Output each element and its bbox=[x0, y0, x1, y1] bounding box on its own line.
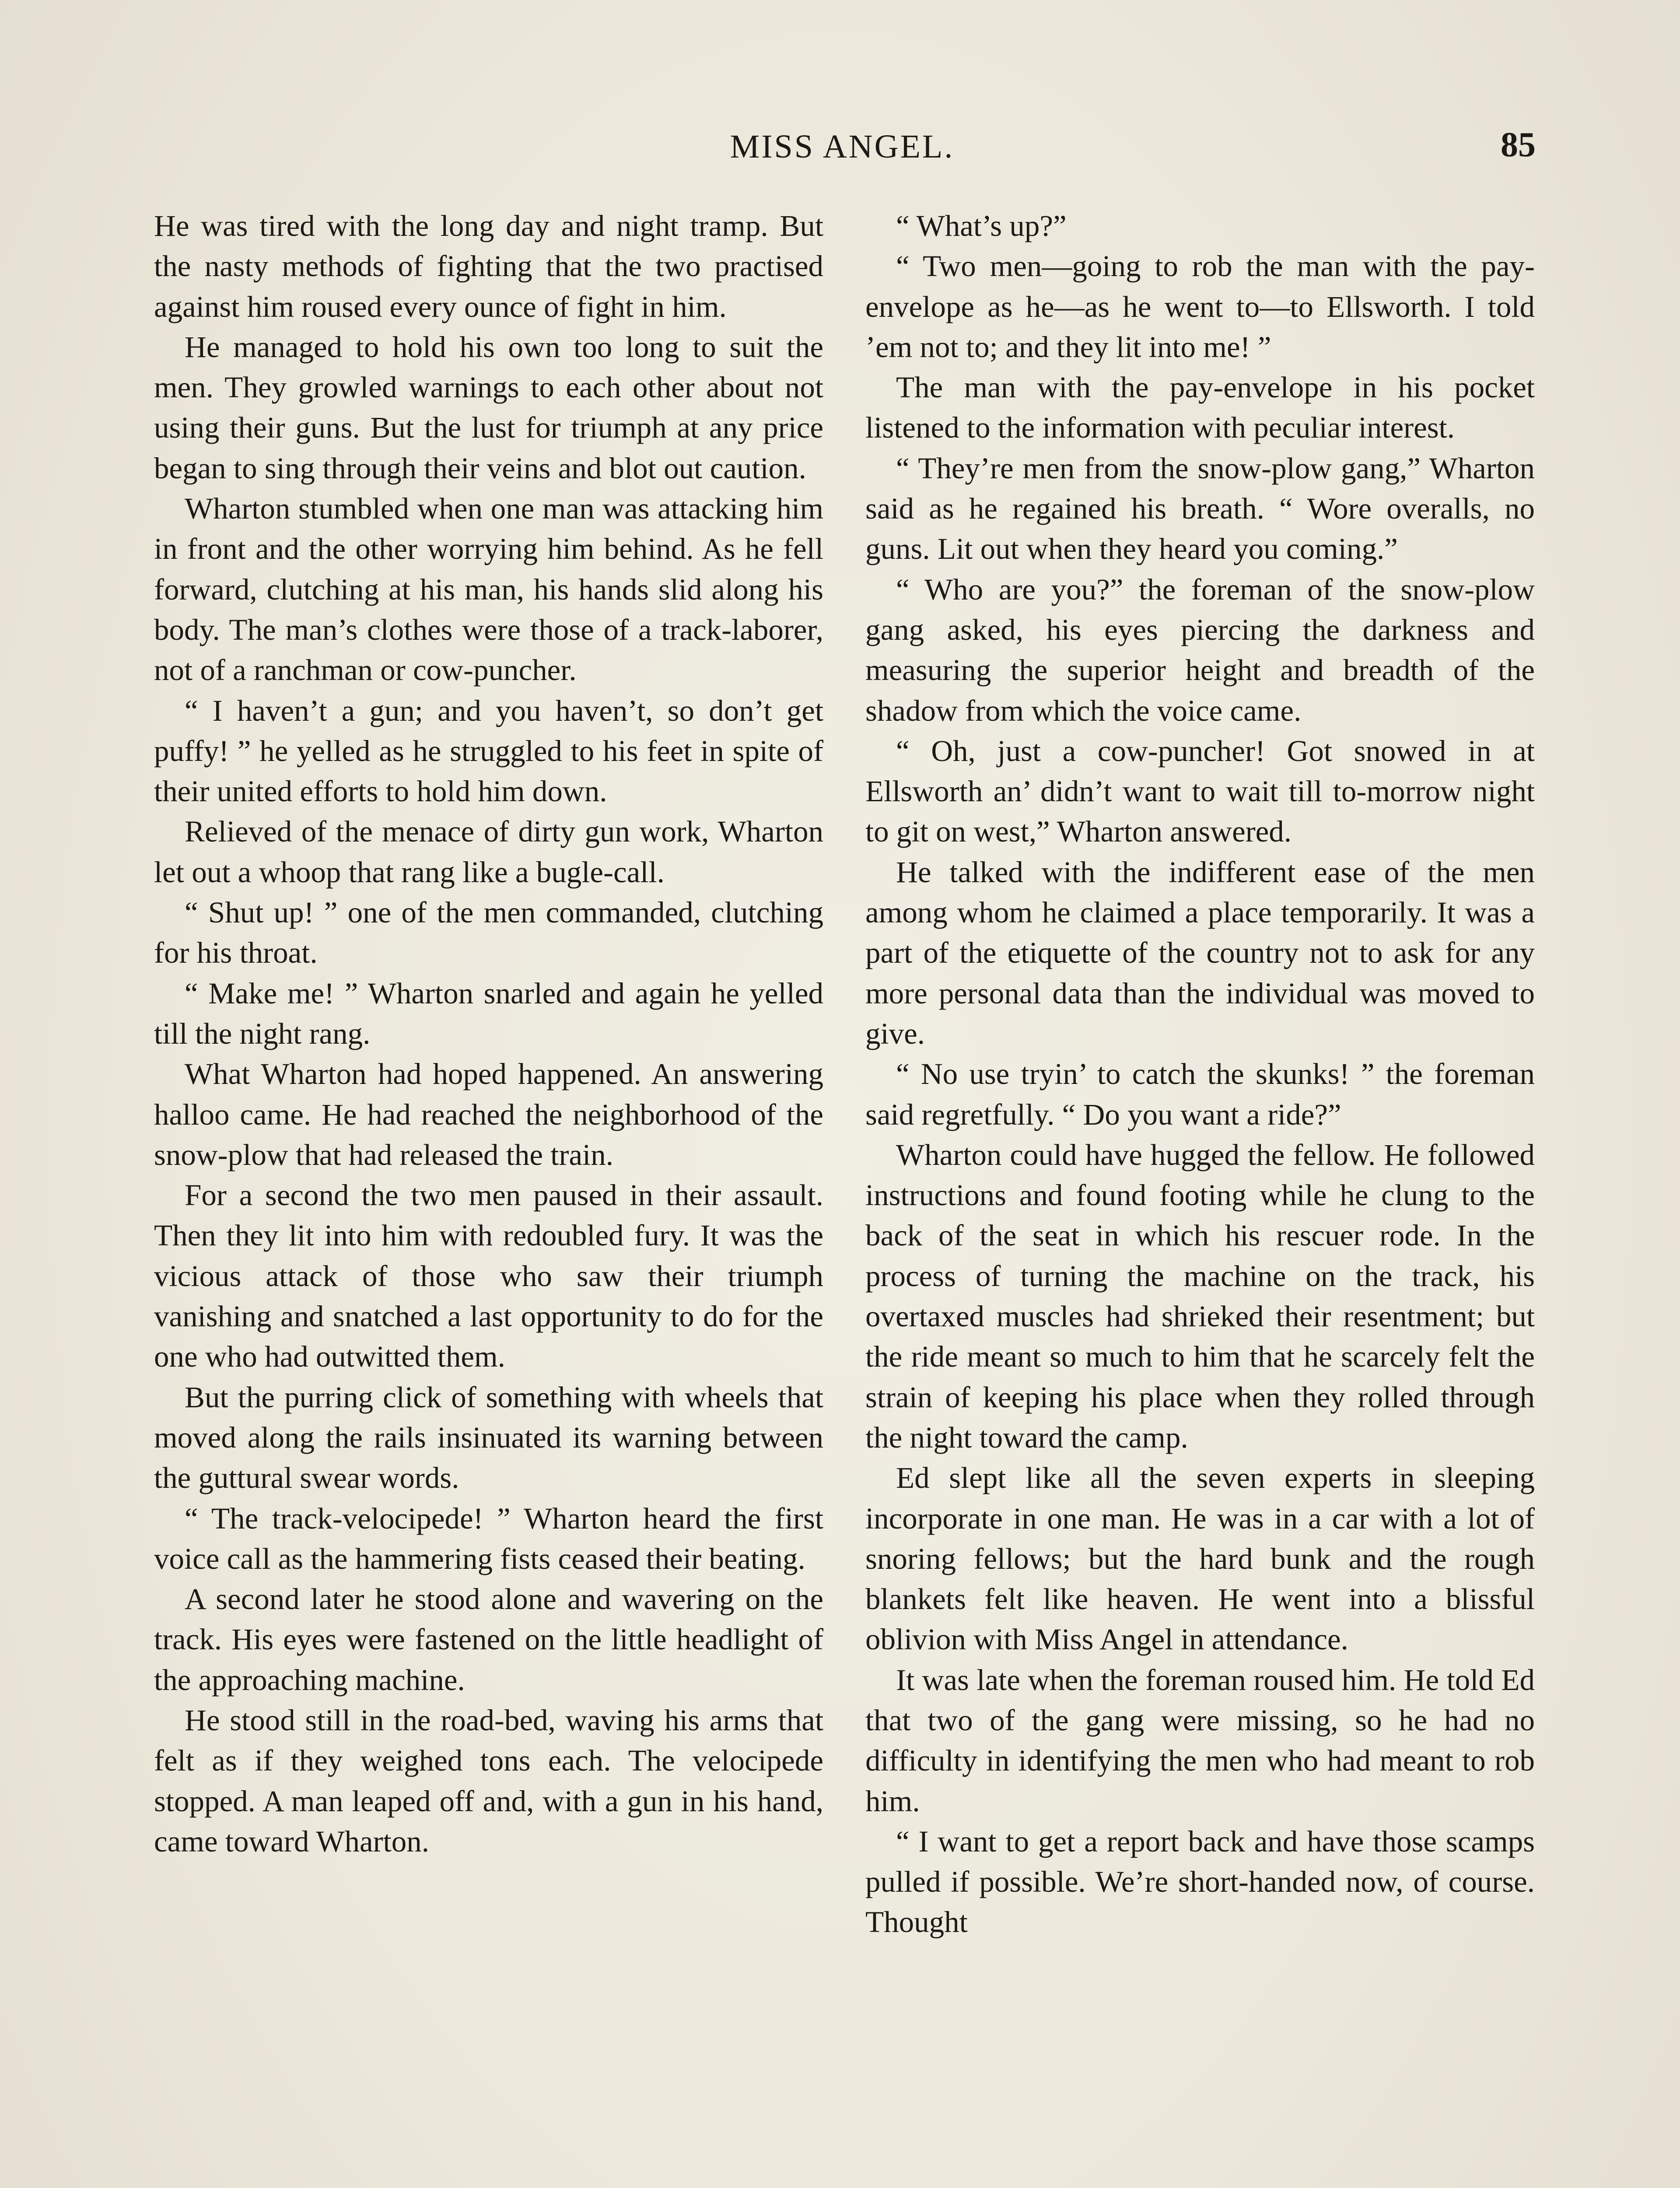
paragraph: It was late when the foreman roused him. He told Ed that two of the gang were missing, so he had no difficulty in identifying the men who had meant to rob him. bbox=[865, 1663, 1535, 1818]
paragraph: “ What’s up?” bbox=[896, 209, 1067, 242]
paragraph: “ I haven’t a gun; and you haven’t, so don’t get puffy! ” he yelled as he struggled to his feet in spite of their united efforts to hold him down. bbox=[154, 694, 823, 808]
paragraph: “ Make me! ” Wharton snarled and again he yelled till the night rang. bbox=[154, 976, 823, 1050]
left-column bbox=[154, 206, 823, 1862]
paragraph: “ They’re men from the snow-plow gang,” Wharton said as he regained his breath. “ Wore overalls, no guns. Lit out when they heard you coming.” bbox=[865, 451, 1535, 566]
paragraph: “ Oh, just a cow-puncher! Got snowed in at Ellsworth an’ didn’t want to wait till to-morrow night to git on west,” Wharton answered. bbox=[865, 734, 1535, 849]
paragraph: “ No use tryin’ to catch the skunks! ” the foreman said regretfully. “ Do you want a ride?” bbox=[865, 1057, 1535, 1131]
paragraph: “ The track-velocipede! ” Wharton heard the first voice call as the hammering fists ceased their beating. bbox=[154, 1501, 823, 1575]
paragraph: He stood still in the road-bed, waving his arms that felt as if they weighed tons each. The velocipede stopped. A man leaped off and, with a gun in his hand, came toward Wharton. bbox=[154, 1703, 823, 1858]
paragraph: The man with the pay-envelope in his pocket listened to the information with peculiar interest. bbox=[865, 371, 1535, 445]
paragraph: Wharton could have hugged the fellow. He followed instructions and found footing while he clung to the back of the seat in which his rescuer rode. In the process of turning the machine on the track, his overtaxed muscles had shrieked their resentment; but the ride meant so much to him that he scarcely felt the strain of keeping his place when they rolled through the night toward the camp. bbox=[865, 1138, 1535, 1454]
paragraph: Relieved of the menace of dirty gun work, Wharton let out a whoop that rang like a bugle-call. bbox=[154, 815, 823, 889]
paragraph: What Wharton had hoped happened. An answering halloo came. He had reached the neighborhood of the snow-plow that had released the train. bbox=[154, 1057, 823, 1171]
paragraph: He talked with the indifferent ease of the men among whom he claimed a place temporarily. It was a part of the etiquette of the country not to ask for any more personal data than the individual was moved to give. bbox=[865, 855, 1535, 1050]
paragraph: For a second the two men paused in their assault. Then they lit into him with redoubled fury. It was the vicious attack of those who saw their triumph vanishing and snatched a last opportunity to do for the one who had outwitted them. bbox=[154, 1178, 823, 1374]
paragraph: “ Two men—going to rob the man with the pay-envelope as he—as he went to—to Ellsworth. I told ’em not to; and they lit into me! ” bbox=[865, 249, 1535, 364]
paragraph: He managed to hold his own too long to suit the men. They growled warnings to each other about not using their guns. But the lust for triumph at any price began to sing through their veins and blot out caution. bbox=[154, 330, 823, 485]
paragraph: But the purring click of something with wheels that moved along the rails insinuated its warning between the guttural swear words. bbox=[154, 1380, 823, 1495]
paragraph: “ Who are you?” the foreman of the snow-plow gang asked, his eyes piercing the darkness and measuring the superior height and breadth of the shadow from which the voice came. bbox=[865, 572, 1535, 727]
running-title: MISS ANGEL. bbox=[730, 128, 955, 165]
paragraph: A second later he stood alone and wavering on the track. His eyes were fastened on the little headlight of the approaching machine. bbox=[154, 1582, 823, 1697]
right-column bbox=[865, 206, 1535, 1943]
paragraph: Ed slept like all the seven experts in sleeping incorporate in one man. He was in a car with a lot of snoring fellows; but the hard bunk and the rough blankets felt like heaven. He went into a blissful oblivion with Miss Angel in attendance. bbox=[865, 1461, 1535, 1656]
page-number: 85 bbox=[1501, 126, 1536, 164]
paragraph: He was tired with the long day and night tramp. But the nasty methods of fighting that the two practised against him roused every ounce of fight in him. bbox=[154, 209, 823, 323]
paragraph: “ Shut up! ” one of the men commanded, clutching for his throat. bbox=[154, 896, 823, 970]
paragraph: Wharton stumbled when one man was attacking him in front and the other worrying him behind. As he fell forward, clutching at his man, his hands slid along his body. The man’s clothes were those of a track-laborer, not of a ranchman or cow-puncher. bbox=[154, 492, 823, 687]
paragraph: “ I want to get a report back and have those scamps pulled if possible. We’re short-handed now, of course. Thought bbox=[865, 1824, 1535, 1939]
page-header bbox=[149, 123, 1536, 172]
